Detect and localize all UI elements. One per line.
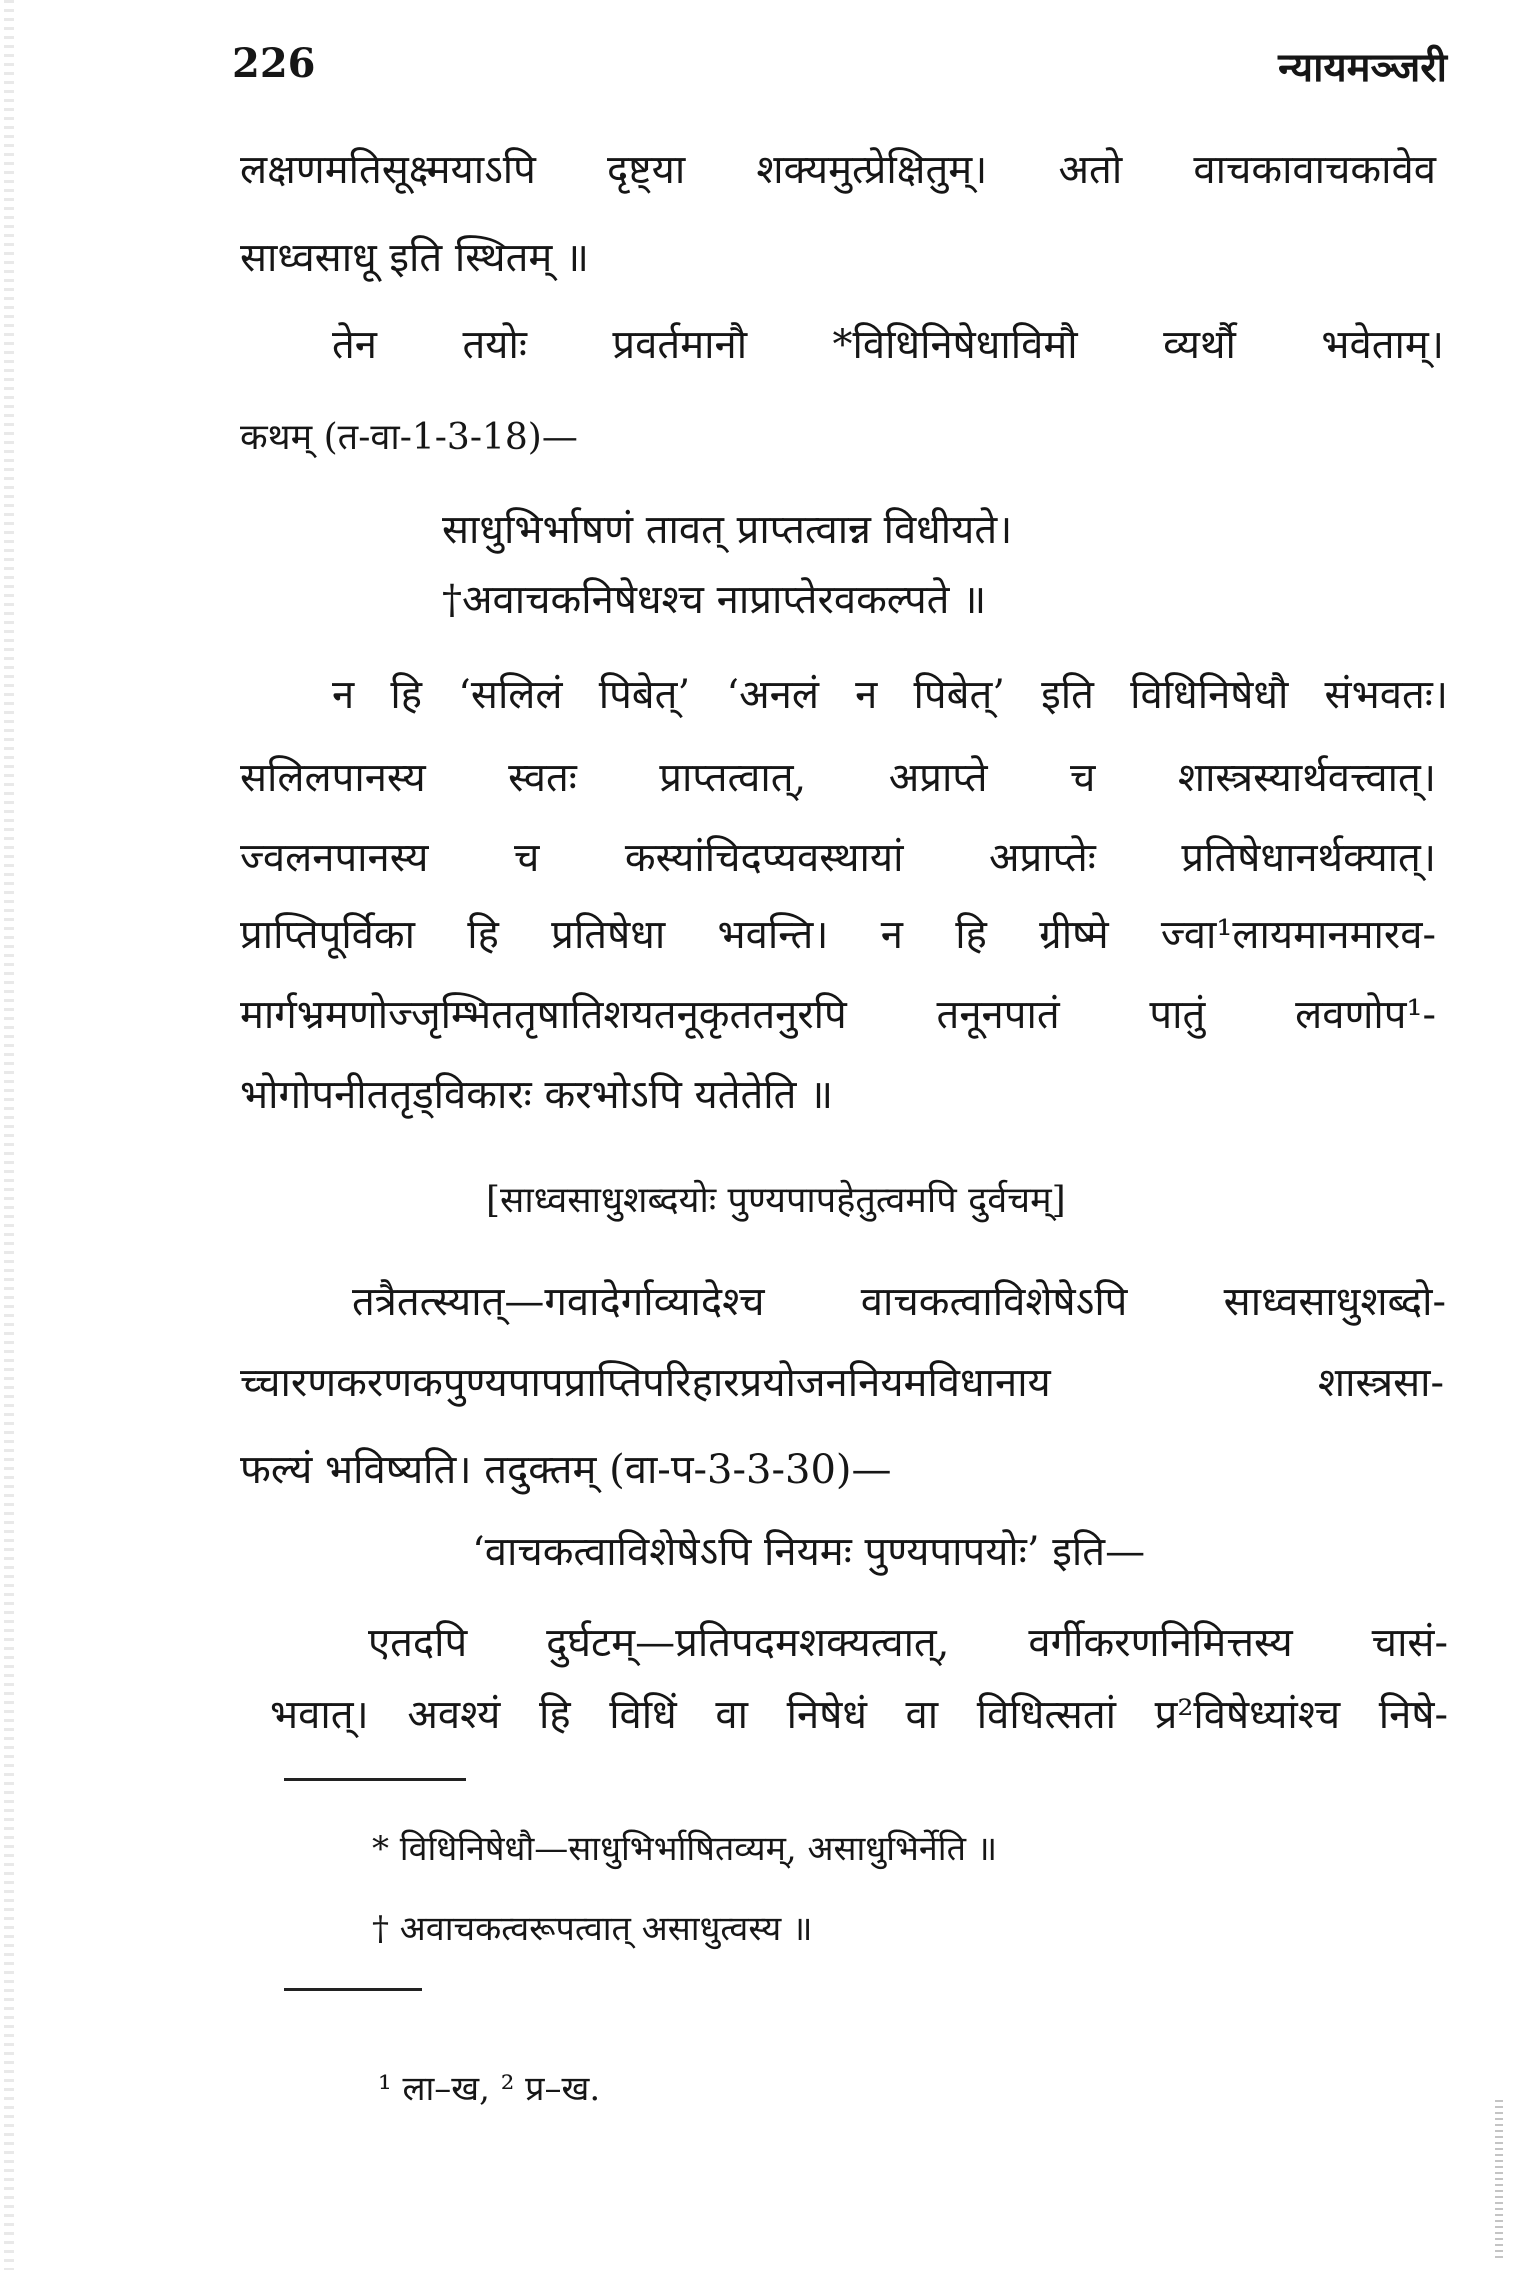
variant-rule: [284, 1988, 422, 1991]
variant-readings: ¹ ला–ख, ² प्र–ख.: [378, 2069, 601, 2109]
text-line: तेन तयोः प्रवर्तमानौ *विधिनिषेधाविमौ व्यर्थौ भवेताम्।: [332, 322, 1444, 368]
section-heading: [साध्वसाधुशब्दयोः पुण्यपापहेतुत्वमपि दुर्वचम्]: [486, 1180, 1066, 1221]
text-line: ज्वलनपानस्य च कस्यांचिदप्यवस्थायां अप्राप्तेः प्रतिषेधानर्थक्यात्।: [240, 835, 1436, 881]
text-line: प्राप्तिपूर्विका हि प्रतिषेधा भवन्ति। न हि ग्रीष्मे ज्वा¹लायमानमारव-: [240, 912, 1436, 958]
text-line: साध्वसाधू इति स्थितम् ॥: [240, 235, 589, 281]
footnote-rule: [284, 1778, 466, 1781]
page-number: 226: [232, 40, 316, 87]
running-title: न्यायमञ्जरी: [1278, 44, 1447, 91]
text-line: लक्षणमतिसूक्ष्मयाऽपि दृष्ट्या शक्यमुत्प्रेक्षितुम्। अतो वाचकावाचकावेव: [240, 147, 1436, 193]
text-line: तत्रैतत्स्यात्—गवादेर्गाव्यादेश्च वाचकत्वाविशेषेऽपि साध्वसाधुशब्दो-: [352, 1279, 1446, 1325]
quote-line: ‘वाचकत्वाविशेषेऽपि नियमः पुण्यपापयोः’ इति—: [472, 1529, 1146, 1575]
text-line: च्चारणकरणकपुण्यपापप्राप्तिपरिहारप्रयोजननियमविधानाय शास्त्रसा-: [240, 1360, 1444, 1406]
text-line: न हि ‘सलिलं पिबेत्’ ‘अनलं न पिबेत्’ इति विधिनिषेधौ संभवतः।: [332, 672, 1448, 718]
text-line: भोगोपनीततृड्विकारः करभोऽपि यतेतेति ॥: [240, 1072, 834, 1118]
text-line: भवात्। अवश्यं हि विधिं वा निषेधं वा विधित्सतां प्र²विषेध्यांश्च निषे-: [270, 1692, 1448, 1738]
text-line: सलिलपानस्य स्वतः प्राप्तत्वात्, अप्राप्ते च शास्त्रस्यार्थवत्त्वात्।: [240, 755, 1436, 801]
binding-edge: [4, 0, 14, 2270]
verse-line: †अवाचकनिषेधश्च नाप्राप्तेरवकल्पते ॥: [442, 577, 987, 623]
text-line: कथम् (त-वा-1-3-18)—: [240, 417, 578, 458]
page-edge: [1495, 2100, 1503, 2260]
verse-line: साधुभिर्भाषणं तावत् प्राप्तत्वान्न विधीयते।: [442, 507, 1013, 553]
text-line: एतदपि दुर्घटम्—प्रतिपदमशक्यत्वात्, वर्गीकरणनिमित्तस्य चासं-: [368, 1620, 1448, 1666]
text-line: फल्यं भविष्यति। तदुक्तम् (वा-प-3-3-30)—: [240, 1447, 892, 1493]
text-line: मार्गभ्रमणोज्जृम्भिततृषातिशयतनूकृततनुरपि तनूनपातं पातुं लवणोप¹-: [240, 992, 1436, 1038]
footnote: * विधिनिषेधौ—साधुभिर्भाषितव्यम्, असाधुभिर्नेति ॥: [372, 1829, 998, 1869]
footnote: † अवाचकत्वरूपत्वात् असाधुत्वस्य ॥: [372, 1909, 813, 1949]
